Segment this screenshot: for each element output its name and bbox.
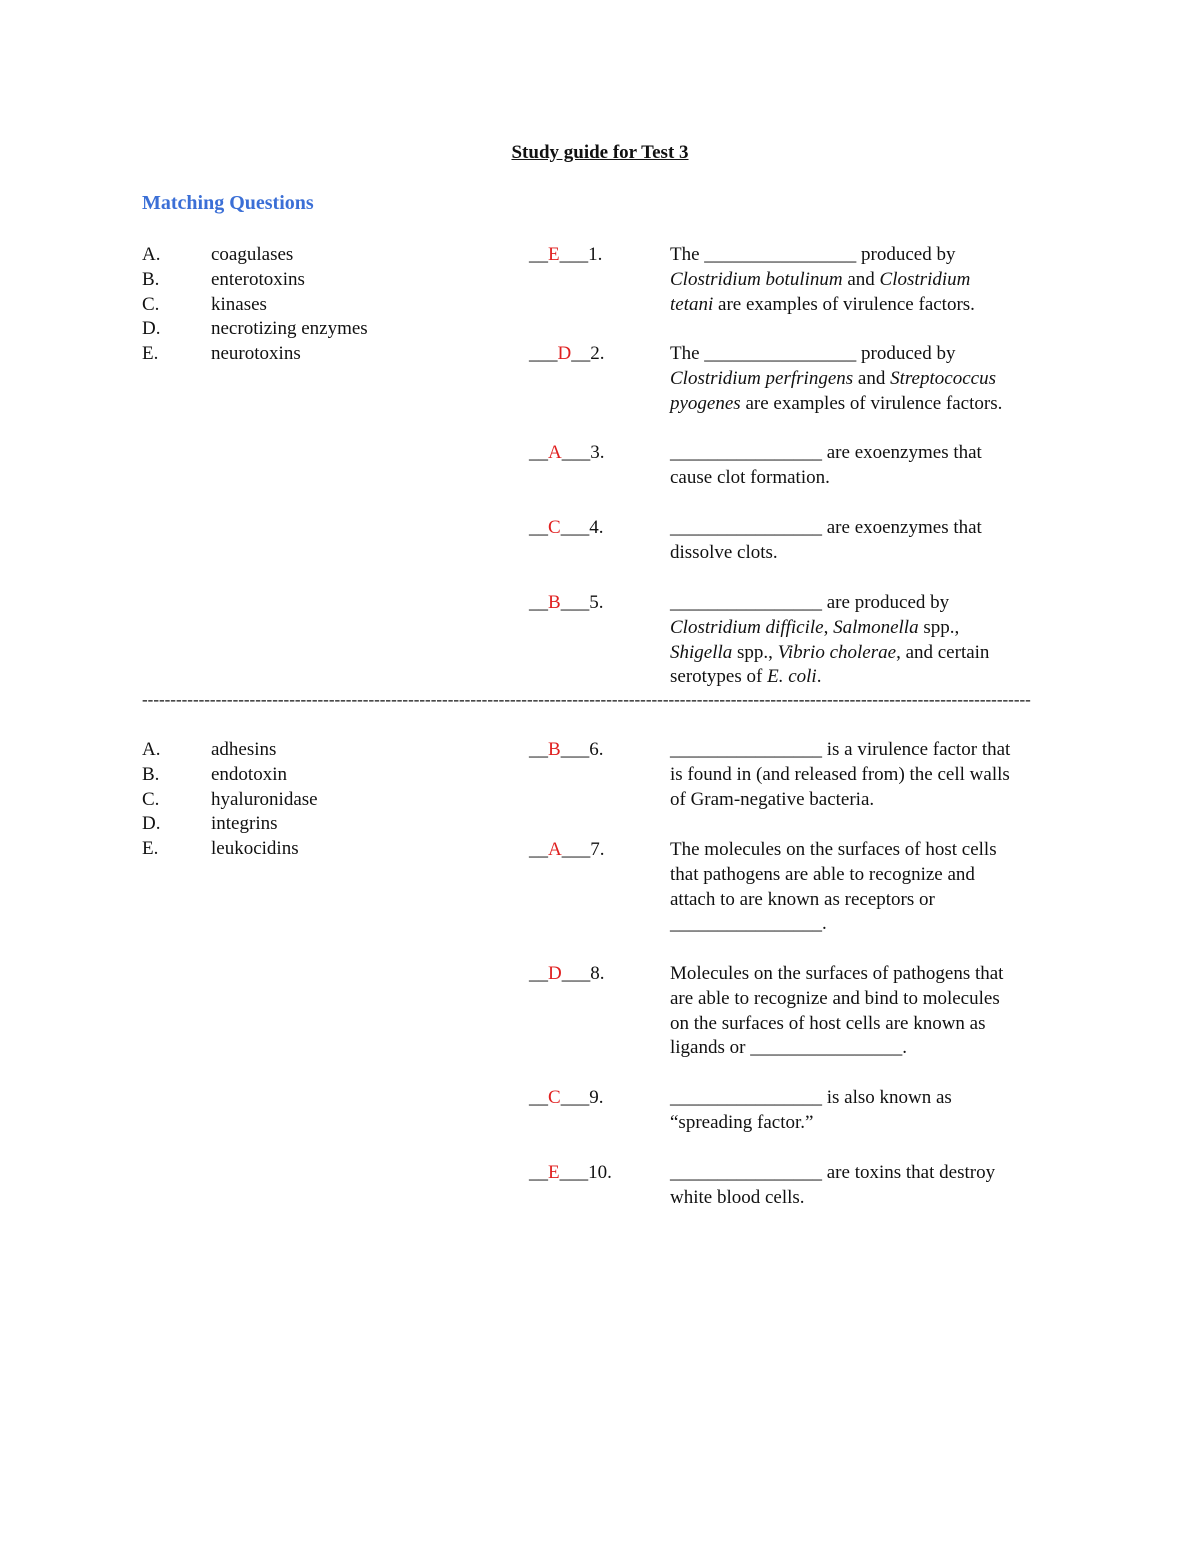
- question-line: attach to are known as receptors or: [670, 888, 935, 910]
- question-line: The ________________ produced by: [670, 343, 956, 364]
- question-line: serotypes of E. coli.: [670, 666, 822, 688]
- answer-prefix: __: [529, 739, 548, 760]
- answer-prefix: __: [529, 1162, 548, 1183]
- question-number: ___3.: [561, 442, 605, 463]
- question-line: ________________ is also known as: [670, 1087, 952, 1108]
- page-title: Study guide for Test 3: [511, 142, 689, 163]
- question-text: [670, 441, 1070, 491]
- question-line: are able to recognize and bind to molecules: [670, 987, 1000, 1009]
- answer-blank[interactable]: [529, 738, 603, 763]
- question-line: ________________ are exoenzymes that: [670, 517, 982, 538]
- question-text: [670, 342, 1070, 416]
- option-letter: D.: [142, 318, 161, 340]
- question-line: ________________ is a virulence factor that: [670, 739, 1011, 760]
- question-text: [670, 838, 1070, 937]
- answer-prefix: __: [529, 839, 548, 860]
- question-line: white blood cells.: [670, 1186, 805, 1208]
- option-letter: D.: [142, 813, 161, 835]
- answer-letter: D: [548, 963, 562, 984]
- question-number: ___8.: [561, 963, 605, 984]
- option-letter: E.: [142, 838, 159, 860]
- question-line: ligands or ________________.: [670, 1037, 907, 1059]
- answer-letter: A: [548, 839, 562, 860]
- question-line: ________________ are exoenzymes that: [670, 442, 982, 463]
- answer-letter: E: [548, 1162, 560, 1183]
- question-line: The molecules on the surfaces of host cells: [670, 839, 997, 860]
- question-line: that pathogens are able to recognize and: [670, 863, 975, 885]
- question-line: “spreading factor.”: [670, 1111, 814, 1133]
- question-number: ___5.: [560, 592, 604, 613]
- question-text: [670, 591, 1070, 690]
- option-text: necrotizing enzymes: [211, 318, 368, 340]
- option-letter: B.: [142, 268, 160, 290]
- question-number: ___7.: [561, 839, 605, 860]
- question-text: [670, 516, 1070, 566]
- question-line: of Gram-negative bacteria.: [670, 788, 875, 810]
- question-line: on the surfaces of host cells are known as: [670, 1012, 986, 1034]
- option-letter: A.: [142, 244, 161, 265]
- answer-letter: C: [548, 1087, 561, 1108]
- section-heading: Matching Questions: [142, 192, 314, 214]
- answer-letter: C: [548, 517, 561, 538]
- answer-letter: A: [548, 442, 562, 463]
- answer-prefix: __: [529, 244, 548, 265]
- answer-blank[interactable]: [529, 243, 602, 268]
- answer-prefix: __: [529, 517, 548, 538]
- question-line: ________________ are produced by: [670, 592, 950, 613]
- answer-letter: E: [548, 244, 560, 265]
- option-letter: E.: [142, 343, 159, 365]
- question-line: cause clot formation.: [670, 466, 830, 488]
- question-number: ___4.: [560, 517, 604, 538]
- question-line: Shigella spp., Vibrio cholerae, and certain: [670, 641, 990, 663]
- answer-letter: D: [557, 343, 572, 364]
- option-letter: C.: [142, 293, 160, 315]
- answer-blank[interactable]: [529, 962, 604, 987]
- question-line: The ________________ produced by: [670, 244, 956, 265]
- answer-blank[interactable]: [529, 1086, 603, 1111]
- question-line: Molecules on the surfaces of pathogens that: [670, 963, 1004, 984]
- question-number: ___1.: [559, 244, 603, 265]
- question-line: tetani are examples of virulence factors.: [670, 293, 975, 315]
- option-letter: B.: [142, 763, 160, 785]
- question-text: [670, 243, 1070, 317]
- answer-prefix: __: [529, 442, 548, 463]
- answer-letter: B: [548, 739, 561, 760]
- option-text: coagulases: [211, 244, 294, 265]
- question-line: Clostridium botulinum and Clostridium: [670, 268, 971, 290]
- option-letter: A.: [142, 739, 161, 760]
- question-text: [670, 962, 1070, 1061]
- option-text: adhesins: [211, 739, 277, 760]
- question-line: is found in (and released from) the cell walls: [670, 763, 1010, 785]
- answer-prefix: __: [529, 963, 548, 984]
- answer-blank[interactable]: [529, 441, 604, 466]
- question-line: ________________.: [670, 913, 827, 935]
- question-text: [670, 738, 1070, 812]
- option-text: leukocidins: [211, 838, 299, 860]
- option-letter: C.: [142, 788, 160, 810]
- option-text: kinases: [211, 293, 267, 315]
- question-text: [670, 1161, 1070, 1211]
- answer-letter: B: [548, 592, 561, 613]
- question-line: Clostridium difficile, Salmonella spp.,: [670, 616, 960, 638]
- answer-blank[interactable]: [529, 1161, 612, 1186]
- answer-prefix: __: [529, 592, 548, 613]
- answer-prefix: ___: [529, 343, 558, 364]
- option-text: hyaluronidase: [211, 788, 318, 810]
- question-line: ________________ are toxins that destroy: [670, 1162, 996, 1183]
- option-text: endotoxin: [211, 763, 287, 785]
- section-divider: -------------------------------------------------------------------------------------------------------------------------------------------------------------: [142, 690, 1031, 709]
- question-line: Clostridium perfringens and Streptococcus: [670, 367, 996, 389]
- question-number: ___10.: [559, 1162, 612, 1183]
- answer-blank[interactable]: [529, 342, 604, 367]
- option-text: integrins: [211, 813, 278, 835]
- question-number: __2.: [571, 343, 605, 364]
- question-line: pyogenes are examples of virulence factors.: [670, 392, 1003, 414]
- option-text: neurotoxins: [211, 343, 301, 365]
- option-text: enterotoxins: [211, 268, 305, 290]
- answer-prefix: __: [529, 1087, 548, 1108]
- answer-blank[interactable]: [529, 516, 603, 541]
- question-number: ___9.: [560, 1087, 604, 1108]
- question-number: ___6.: [560, 739, 604, 760]
- question-text: [670, 1086, 1070, 1136]
- question-line: dissolve clots.: [670, 541, 778, 563]
- answer-blank[interactable]: [529, 591, 603, 616]
- answer-blank[interactable]: [529, 838, 604, 863]
